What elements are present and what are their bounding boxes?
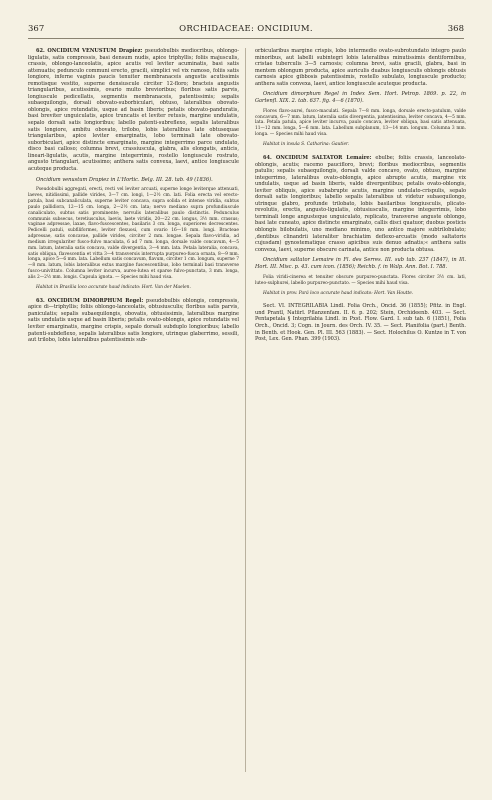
species-63-habitat: Habitat in insula S. Catharina: Gautier. — [263, 142, 350, 148]
species-62-title: 62. ONCIDIUM VENUSTUM Drapiez: — [36, 48, 143, 54]
species-62-habitat: Habitat in Brasilia loco accurate haud indicato: Hort. Van der Maelen. — [36, 285, 191, 290]
species-64-title: 64. ONCIDIUM SALTATOR Lemaire: — [263, 155, 372, 161]
species-64-diagnosis-text: ebulbe; foliis crassis, lanceolato-oblongis, acutis; racemo paucifloro, brevi; floribus mediocribus, segmentis patulis; sepalis subaequilongis, dorsali valde concavo, ovato, obtuso, margine integerrimo, lateralibus ovato-oblongis, apice abrupte acutis, margine vix undulatis, usque ad basin liberis, valde divergentibus; petalis ovato-oblongis, leviter obliquis, apice subabrupte acutis, margine undulato-crispulis, sepalo dorsali satis longioribus; labello sepalis lateralibus ut videtur subaequilongo, utrinque glabro, profunde trilobato, lobis basilaribus longiusculis, plicato-revolutis, erectis, angusto-ligulatis, obtusiusculis, margine integerrimis, lobo terminali longe angusteque unguiculato, replicato, transverse anguste oblongo, basi late cuneato, apice distincte emarginato, callis disci quatuor, duobus posticis oblongis bilobulatis, uno mediano minimo, uno antico majore subtrilobulato; ,dentibus clinandrii lateraliter brachiatim deflexo-arcuatis (modo saltatoris cujusdam) gynostematique crasso apicibus suis denuo adnatis;« anthera satis convexa, laevi, superne obscure carinata, antice non producta obtusa. — [255, 155, 466, 253]
species-64-description: Folia viridi-cinerea et tenuiter obscure purpureo-punctata. Flores circiter 3½ cm. lati, luteo-sulphurei, labello purpureo-punctato. — Species mihi haud visa. — [255, 274, 466, 286]
species-64-diagnosis — [255, 155, 466, 253]
species-63-title: 63. ONCIDIUM DIMORPHUM Regel: — [36, 297, 144, 304]
page-header — [28, 22, 464, 36]
species-63-reference: Oncidium dimorphum Regel in Index Sem. Hort. Petrop. 1869. p. 22, in Gartenfl. XIX. 2. tab. 637. fig. 4—6 (1870). — [255, 91, 466, 105]
section-integrilabia: Sect. VI. INTEGRILABIA Lindl. Folia Orch., Oncid. 36 (1855); Pfitz. in Engl. und Prantl, Natürl. Pflanzenfam. II. 6. p. 202; Stein, Orchideenb. 403. — Sect. Pentapetala § Integrilabia Lindl. in Pxst. Flow. Gard. I. sub tab. 6 (1851), Folia Orch., Oncid. 3; Cogn. in Journ. des Orch. IV. 35. — Sect. Planifolia (part.) Benth. in Benth. et Hook. Gen. Pl. III. 563 (1883). — Sect. Holochilus O. Kuntze in T. von Post, Lex. Gen. Phan. 399 (1903). — [255, 303, 466, 343]
species-63-diagnosis — [28, 298, 239, 344]
species-62-reference: Oncidium venustum Drapiez in L'Hortic. Belg. III. 28. tab. 49 (1836). — [36, 176, 213, 183]
column-divider — [245, 48, 246, 772]
species-63-description: Flores flavo-aurei, fusco-maculati. Sepala 7—8 mm. longa, dorsale erecto-patulum, valde concavum, 6—7 mm. latum, lateralia satis divergentia, patentissima, leviter concava, 4—5 mm. lata. Petala patula, apice leviter incurva, paulo concava, leviter obliqua, basi satis attenuata, 11—12 mm. longa, 5—6 mm. lata. Labellum subplanum, 13—14 mm. longum. Columna 3 mm. longa. — Species mihi haud visa. — [255, 108, 466, 138]
species-64-habitat: Habitat in prov. Pará loco accurate haud indicato: Hort. Van Houtte. — [263, 290, 414, 296]
species-62-diagnosis — [28, 48, 239, 172]
running-title: ORCHIDACEAE: ONCIDIUM. — [179, 24, 313, 34]
header-rule — [28, 38, 464, 39]
page-number-left: 367 — [28, 24, 45, 34]
left-column — [28, 48, 239, 348]
species-63-diagnosis-continued: orbicularibus margine crispis, lobo intermedio ovato-subrotundato integro paulo minoribus, aut labelli subintegri lobis lateralibus minutissimis dentiformibus, cristae tuberculis 3—5 carnosis; columna brevi, satis gracili, glabra, basi in mentem oblongum producta, apice auriculis duabus longiusculis oblongis obtusis carnosis apice gibbosis patentissimis, rostello subulato, longiuscule producto; anthera satis convexa, laevi, antice longiuscule acuteque producta. — [255, 48, 466, 87]
right-column — [255, 48, 466, 347]
species-64-reference: Oncidium saltator Lemaire in Fl. des Serres. III. sub tab. 237 (1847), in Ill. Hort. III. Misc. p. 43. cum icon. (1856); Reichb. f. in Walp. Ann. Bot. I. 788. — [255, 257, 466, 270]
page-number-right: 368 — [447, 24, 464, 34]
species-62-diagnosis-text: pseudobulbis mediocribus, oblongo-ligulatis, satis compressis, basi densum nudis, apice triphyllis; foliis majusculis, crassis, oblongo-lanceolatis, apice acutis vel leviter acuminatis, basi satis attenuatis; pedunculo communi erecto, gracili, simplici vel vix ramoso, foliis satis longiore, inferne vaginis paucis tenuiter membranaceis angustis acutissimis remotisque vestito, superne densiuscule circiter 12-floro; bracteis angustis triangularibus, acutissimis, ovario multo brevioribus; floribus satis parvis, longiuscule pedicellatis, segmentis membranaceis, patentissimis; sepalis subaequilongis, dorsali obovato-suborbiculari, obtuso, lateralibus obovato-oblongis, apice rotundatis, usque ad basin liberis; petalis obovato-panduratis, basi breviter unguiculatis, apice truncatis et leviter retusis, margine undulatis, sepalo dorsali satis longioribus; labello patenti-subreflexo, sepalis lateralibus satis longiore, ambitu obovato, trilobo, lobis lateralibus late obtusequae triangularibus, apice leviter emarginatis, lobo terminali late obovato-suborbiculari, apice distincte emarginato, margine integerrimo parce undulato, disco basi calloso; columna brevi, crassiuscula, glabra, alis elongatis, anticis, lineari-ligulatis, acutis, margine integerrimis, rostello longiuscule rostrato, angusto triangulari, acutissimo; anthera satis convexa, laevi, antice longiuscule acuteque producta. — [28, 48, 239, 172]
species-62-description: Pseudobulbi aggregati, erecti, recti vel leviter arcuati, superne longe leviterque attenuati, laeves, nitidissimi, pallide virides, 3—7 cm. longi, 1—2½ cm. lati. Folia erecta vel erecto-patula, basi subcanaliculata, superne leviter concava, supra solida et intense viridia, subtus paulo pallidiora, 12—15 cm. longa, 2—2½ cm. lata; nervo mediano supra profundiuscule canaliculato, subtus satis prominente; nervulis lateralibus paulo distinctis. Pedunculus communis subsecus, teretiusculus, laevis, laete viridis, 20—22 cm. longus, 3½ mm. crassus; vaginae adpressae, laxae, flavo-fuscescentes, basilaris 3 cm. longa, superiores decrescentes. Pedicelli patuli, subfiliformes, leviter flexuosi, cum ovario 16—18 mm. longi. Bracteae adpressae, satis concavae, pallide virides, circiter 2 mm. longae. Sepala flavo-viridia, ad medium irregulariter fusco-fulvo maculata, 6 ad 7 mm. longa, dorsale valde concavum, 4—5 mm. latum, lateralia satis concava, valde divergentia, 3—4 mm. lata. Petala lateralia, concava, satis obliqua, flavescentia et vitta 3—4 transversis interrupta purpureo-fusca ornata, 8—9 mm. longa, apice 5—6 mm. lata. Labellum satis concavum, flavum, circiter 1 cm. longum, superne 7—8 mm. latum, lobis lateralibus extus margine fuscescentibus, lobo terminali basi transverse fusco-univittato. Columna leviter incurva, aureo-lutea et sparse fulvo-punctata, 3 mm. longa, alis 2—2½ mm. longis. Capsula ignota. — Species mihi haud visa. — [28, 187, 239, 280]
species-63-diagnosis-text: pseudobulbis oblongis, compressis, apice di—triphyllis; foliis oblongo-lanceolatis, obtusiusculis; floribus satis parvis, paniculatis; sepalis subaequilongis, obovatis, obtusissimis, lateralibus margine satis undulatis usque ad basin liberis; petalis ovato-oblongis, apice rotundatis vel leviter emarginatis, margine crispis, sepalo dorsali subduplo longioribus; labello patenti-subdeflexo, sepalis lateralibus satis longiore, utrinque glaberrimo, sessili, aut trilobo, lobis lateralibus patentissimis sub- — [28, 297, 240, 344]
